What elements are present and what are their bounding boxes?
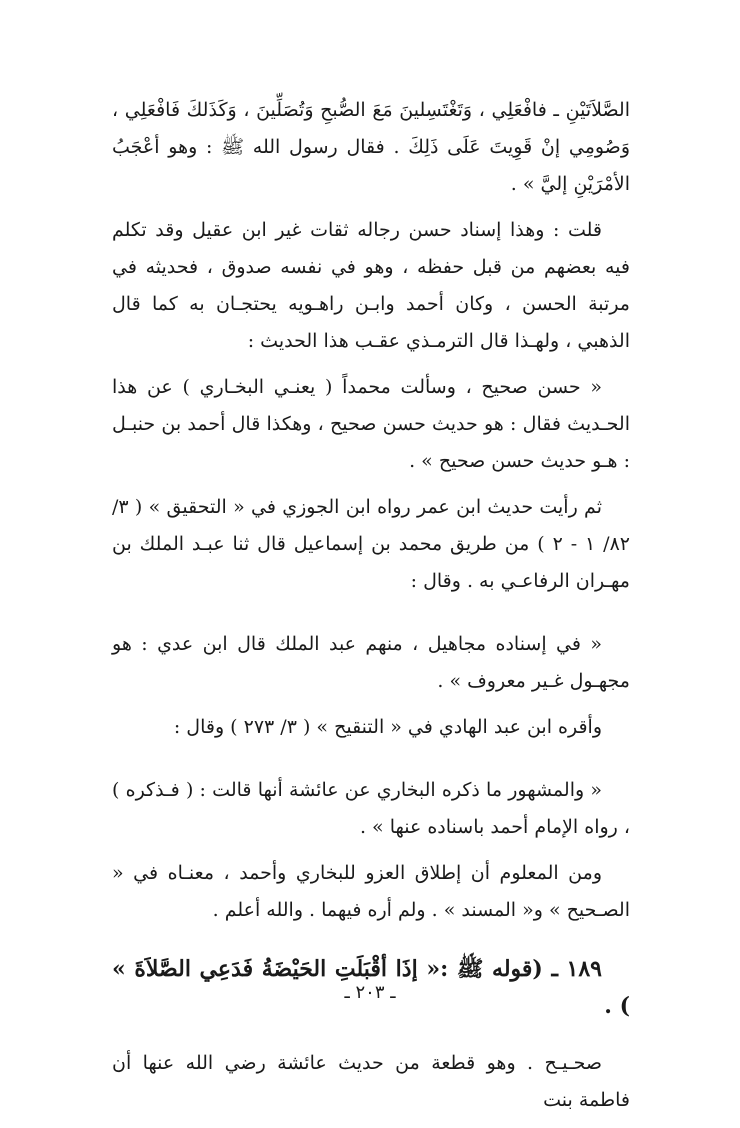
- paragraph-conclusion: ومن المعلوم أن إطلاق العزو للبخاري وأحمد ، معنـاه في « الصـحيح » و« المسند » . ولم أره فيهما . والله أعلم .: [112, 862, 630, 921]
- paragraph-tirmidhi-quote: « حسن صحيح ، وسألت محمداً ( يعنـي البخـاري ) عن هذا الحـديث فقال : هو حديث حسن صحيح ، وهكذا قال أحمد بن حنبـل : هـو حديث حسن صحيح » .: [112, 376, 630, 472]
- paragraph-ibn-abd-alhadi: وأقره ابن عبد الهادي في « التنقيح » ( ٣/ ٢٧٣ ) وقال :: [173, 716, 602, 738]
- body-text: [112, 92, 630, 1128]
- paragraph-hadith-end: الصَّلاَتَيْنِ ـ فافْعَلِي ، وَتَغْتَسِلينَ مَعَ الصُّبحِ وَتُصَلِّينَ ، وَكَذَلكَ فَافْعَلِي ، وَصُومِي إنْ قَوِيتَ عَلَى ذَلِكَ . فقال رسول الله ﷺ : وهو أعْجَبُ الأمْرَيْنِ إليَّ » .: [112, 99, 630, 195]
- page-number: ـ ٢٠٣ ـ: [344, 982, 396, 1003]
- paragraph-mashhur-quote: « والمشهور ما ذكره البخاري عن عائشة أنها قالت : ( فـذكره ) ، رواه الإمام أحمد باسناده عنها » .: [112, 779, 630, 838]
- hadith-heading-189: ١٨٩ ـ (قوله ﷺ :« إذَا أقْبَلَتِ الحَيْضَةُ فَدَعِي الصَّلاَةَ » ) .: [112, 956, 630, 1019]
- paragraph-sahih: صحـيـح . وهو قطعة من حديث عائشة رضي الله عنها أن فاطمة بنت: [112, 1052, 630, 1111]
- paragraph-ibn-umar: ثم رأيت حديث ابن عمر رواه ابن الجوزي في « التحقيق » ( ٣/ ٨٢/ ١ - ٢ ) من طريق محمد بن إسماعيل قال ثنا عبـد الملك بن مهـران الرفاعـي به . وقال :: [112, 496, 630, 592]
- paragraph-ibn-adi-quote: « في إسناده مجاهيل ، منهم عبد الملك قال ابن عدي : هو مجهـول غـير معروف » .: [112, 633, 630, 692]
- paragraph-commentary: قلت : وهذا إسناد حسن رجاله ثقات غير ابن عقيل وقد تكلم فيه بعضهم من قبل حفظه ، وهو في نفسه صدوق ، فحديثه في مرتبة الحسن ، وكان أحمد وابـن راهـويه يحتجـان به كما قال الذهبي ، ولهـذا قال الترمـذي عقـب هذا الحديث :: [112, 219, 630, 352]
